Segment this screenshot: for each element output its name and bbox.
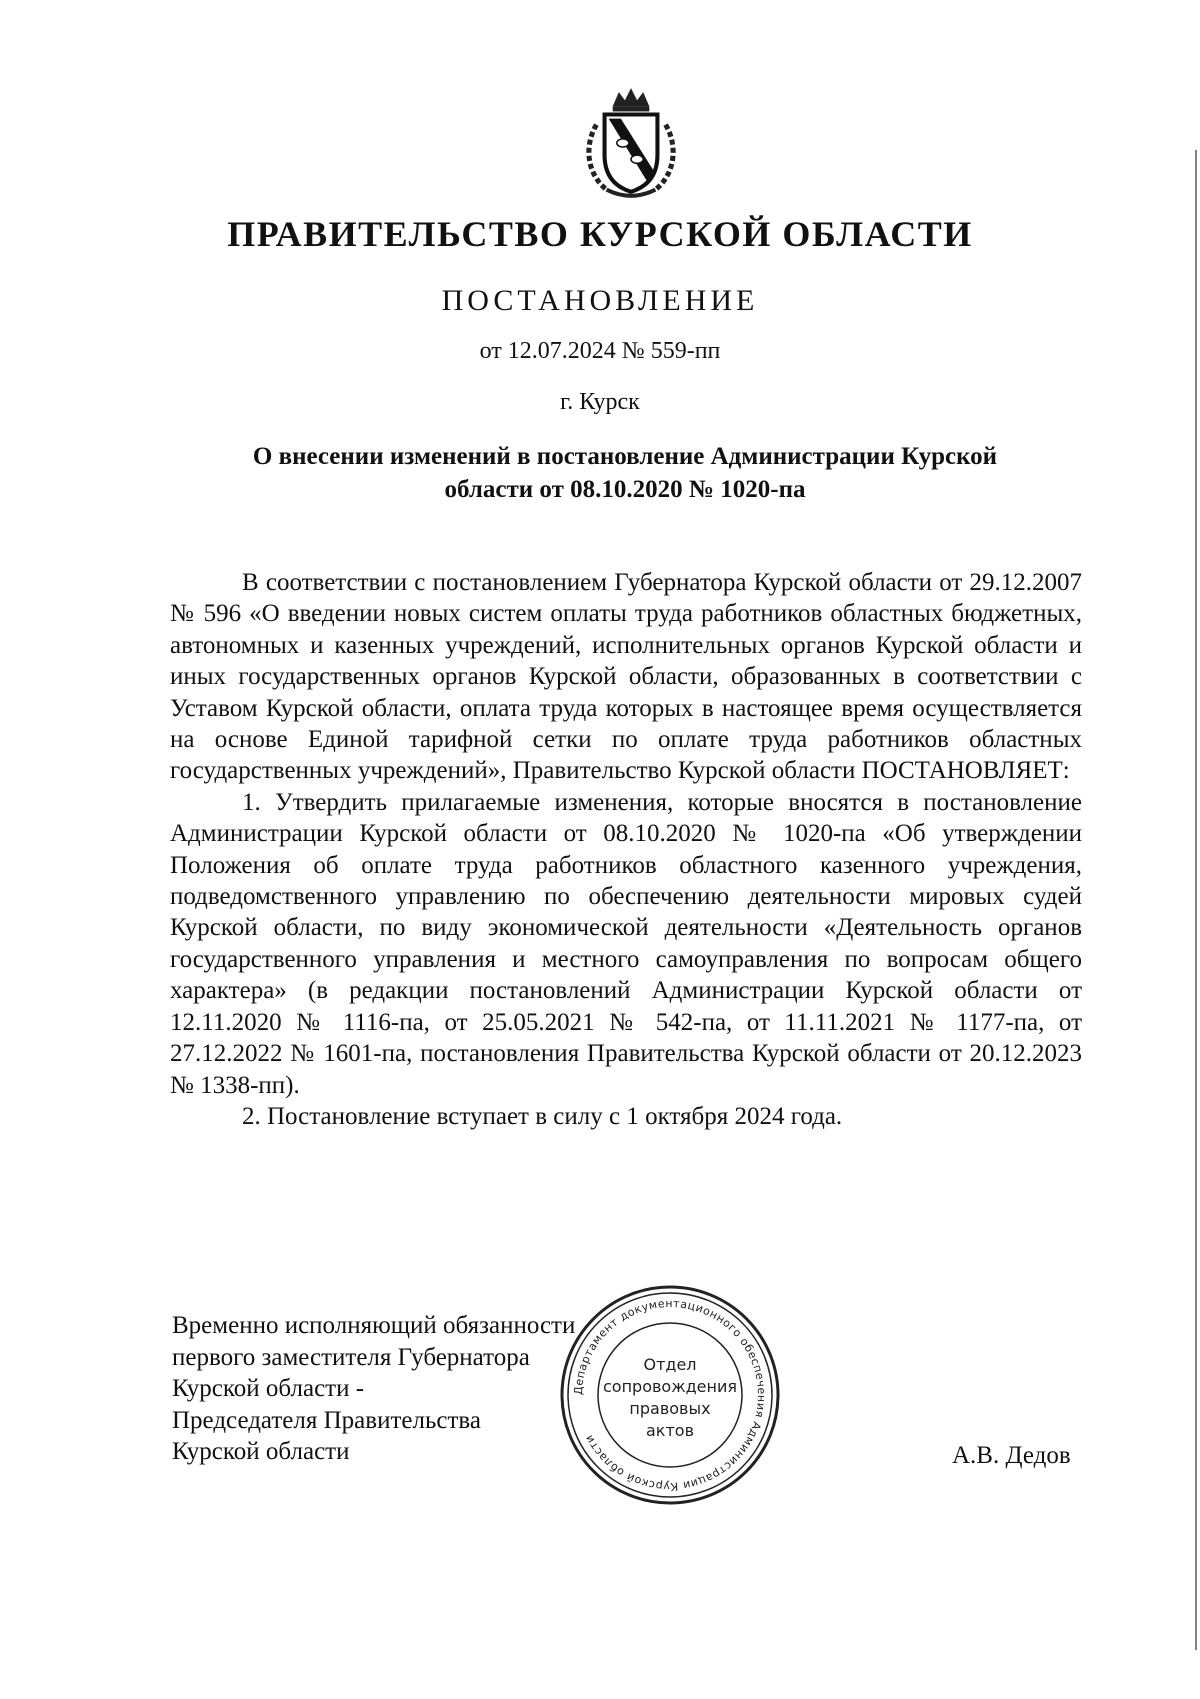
document-city: г. Курск bbox=[560, 389, 640, 415]
scan-edge-line bbox=[1195, 150, 1197, 1650]
official-stamp bbox=[555, 1280, 785, 1510]
signatory-name: А.В. Дедов bbox=[952, 1442, 1071, 1469]
signatory-title-line: первого заместителя Губернатора bbox=[172, 1343, 530, 1371]
stamp-ring-text: Департамент документационного обеспечения Администрации Курской области bbox=[571, 1296, 769, 1494]
signatory-title-line: Курской области bbox=[172, 1438, 350, 1465]
stamp-line: сопровождения bbox=[602, 1377, 738, 1396]
stamp-line: правовых bbox=[629, 1399, 711, 1418]
organization-title: ПРАВИТЕЛЬСТВО КУРСКОЙ ОБЛАСТИ bbox=[227, 214, 973, 254]
signatory-title bbox=[172, 1310, 575, 1468]
document-subject bbox=[160, 440, 1090, 506]
document-type: ПОСТАНОВЛЕНИЕ bbox=[441, 284, 759, 317]
coat-of-arms-icon bbox=[570, 84, 692, 206]
signatory-title-line: Курской области - bbox=[172, 1375, 365, 1402]
signatory-title-line: Временно исполняющий обязанности bbox=[172, 1312, 576, 1339]
subject-line-1: О внесении изменений в постановление Администрации Курской bbox=[252, 443, 998, 470]
stamp-line: Отдел bbox=[643, 1355, 697, 1374]
stamp-line: актов bbox=[645, 1421, 695, 1440]
item-1-paragraph: 1. Утвердить прилагаемые изменения, которые вносятся в постановление Администрации Курской области от 08.10.2020 № 1020-па «Об утверждении Положения об оплате труда работников областного казенного учреждения, подведомственного управлению по обеспечению деятельности мировых судей Курской области, по виду экономической деятельности «Деятельность органов государственного управления и местного самоуправления по вопросам общего характера» (в редакции постановлений Администрации Курской области от 12.11.2020 № 1116-па, от 25.05.2021 № 542-па, от 11.11.2021 № 1177-па, от 27.12.2022 № 1601-па, постановления Правительства Курской области от 20.12.2023 № 1338-пп). bbox=[170, 788, 1082, 1099]
document-body bbox=[170, 567, 1082, 1132]
preamble-paragraph: В соответствии с постановлением Губернатора Курской области от 29.12.2007 № 596 «О введении новых систем оплаты труда работников областных бюджетных, автономных и казенных учреждений, исполнительных органов Курской области и иных государственных органов Курской области, образованных в соответствии с Уставом Курской области, оплата труда которых в настоящее время осуществляется на основе Единой тарифной сетки по оплате труда работников областных государственных учреждений», Правительство Курской области ПОСТАНОВЛЯЕТ: bbox=[170, 569, 1082, 785]
signatory-title-line: Председателя Правительства bbox=[172, 1406, 481, 1434]
subject-line-2: области от 08.10.2020 № 1020-па bbox=[444, 476, 806, 503]
item-2-paragraph: 2. Постановление вступает в силу с 1 октября 2024 года. bbox=[242, 1102, 843, 1130]
document-number: от 12.07.2024 № 559-пп bbox=[479, 338, 721, 364]
